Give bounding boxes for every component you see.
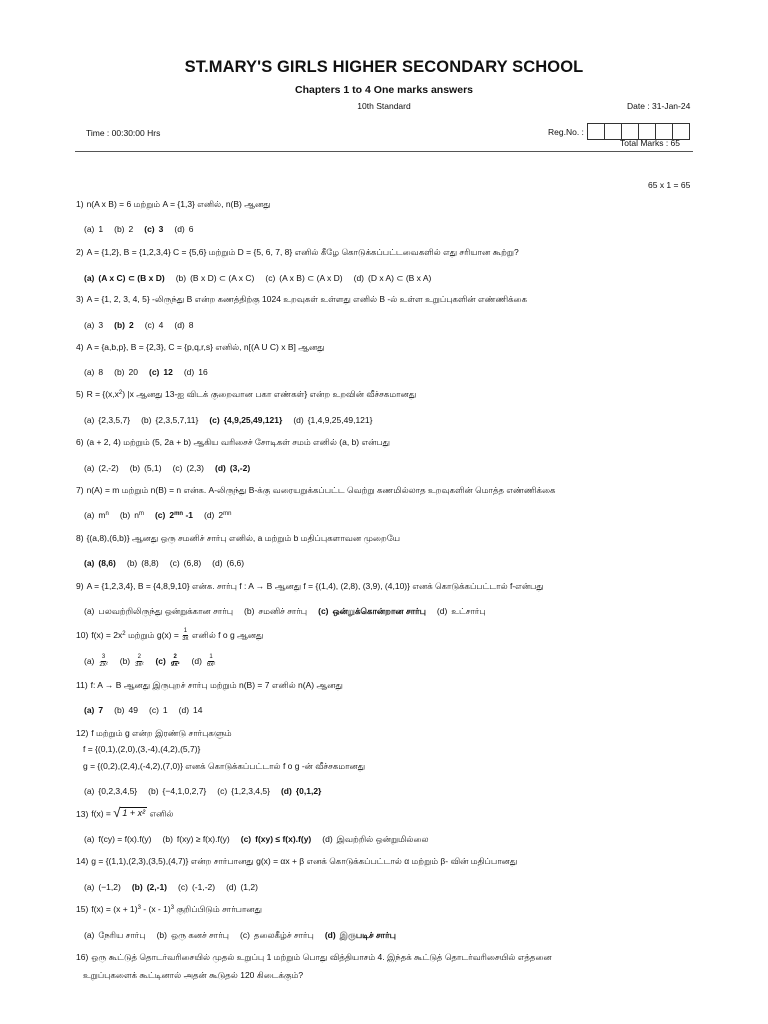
- option-text: {1,4,9,25,49,121}: [307, 415, 373, 425]
- option-text: (3,-2): [229, 463, 251, 473]
- options-11: [84, 705, 214, 715]
- correct-option: [215, 463, 250, 473]
- option-label: (a): [84, 367, 95, 377]
- question-7: [76, 485, 555, 497]
- option-label: (d): [183, 367, 195, 377]
- superscript: 3: [170, 905, 175, 911]
- option-label: (a): [84, 415, 95, 425]
- option: [84, 882, 121, 892]
- option-label: (d): [280, 786, 292, 796]
- question-text: A = {a,b,p}, B = {2,3}, C = {p,q,r,s} எனில், n[(A U C) x B] ஆனது: [86, 342, 325, 352]
- question-text: f மற்றும் g என்ற இரண்டு சார்புகளும்: [91, 728, 232, 738]
- option: [84, 224, 103, 234]
- question-10: [76, 628, 263, 643]
- fraction-denominator: 3x: [182, 636, 189, 642]
- question-text: g = {(1,1),(2,3),(3,5),(4,7)} என்ற சார்பானது g(x) = αx + β எனக் கொடுக்கப்பட்டால் α மற்றும் β- வின் மதிப்பானது: [91, 856, 518, 866]
- options-8: [84, 558, 255, 568]
- option-label: (a): [84, 320, 95, 330]
- question-text: n(A) = m மற்றும் n(B) = n என்க. A-லிருந்து B-க்கு வரையறுக்கப்பட்ட வெற்று கணமில்லாத உறவுகளின் மொத்த எண்ணிக்கை: [86, 485, 556, 495]
- question-text-b: - (x - 1): [140, 904, 171, 914]
- options-13: [84, 834, 440, 846]
- option: [179, 705, 203, 715]
- question-text-b: எனில்: [147, 808, 174, 819]
- question-15: [76, 904, 262, 916]
- fraction-numerator: 3: [101, 654, 106, 660]
- option-text: (8,8): [141, 558, 159, 568]
- fraction-numerator: 2: [137, 654, 141, 660]
- option-suffix: -1: [183, 510, 193, 520]
- option-label: (a): [84, 224, 95, 234]
- option: [127, 558, 159, 568]
- option-text: 20: [128, 367, 138, 377]
- question-11: [76, 680, 343, 692]
- option: [149, 705, 168, 715]
- question-text-a: f(x) = (x + 1): [91, 904, 138, 914]
- question-4: [76, 342, 325, 354]
- question-text: ஒரு கூட்டுத் தொடர்வரிசையில் முதல் உறுப்பு 1 மற்றும் பொது வித்தியாசம் 4. இந்தக் கூட்டுத் தொடர்வரிசையில் எத்தனை: [91, 952, 552, 962]
- question-number: 1): [76, 199, 84, 209]
- option-label: (b): [114, 320, 125, 330]
- option-text: 2: [128, 224, 134, 234]
- option-label: (a): [84, 930, 95, 940]
- options-7: [84, 510, 242, 520]
- option-text: {0,2,3,4,5}: [98, 786, 138, 796]
- question-text: f: A → B ஆனது இருபுறச் சார்பு மற்றும் n(B) = 7 எனில் n(A) ஆனது: [90, 680, 343, 690]
- superscript: 2: [118, 390, 123, 396]
- option-label: (a): [84, 558, 95, 568]
- option-text: (-1,-2): [191, 882, 216, 892]
- fraction: [182, 628, 188, 643]
- fraction-denominator: 9x²: [170, 662, 180, 668]
- question-number: 5): [76, 389, 84, 399]
- option-label: (a): [84, 655, 95, 666]
- radicand: 1 + x²: [122, 808, 146, 818]
- question-2: [76, 247, 519, 259]
- option-exponent: n: [105, 511, 109, 517]
- option-text: 1: [98, 224, 104, 234]
- question-number: 10): [76, 629, 89, 640]
- question-12-line-3: g = {(0,2),(2,4),(-4,2),(7,0)} எனக் கொடுக்கப்பட்டால் f o g -ன் வீச்சகமானது: [83, 761, 366, 771]
- option-text: {2,3,5,7,11}: [155, 415, 199, 425]
- option: [265, 273, 342, 284]
- option-text: பலவற்றிலிருந்து ஒன்றுக்கான சார்பு: [98, 606, 234, 616]
- question-6: [76, 437, 390, 449]
- option-text: (6,8): [183, 558, 202, 568]
- option: [178, 882, 215, 892]
- option: [84, 834, 152, 844]
- option-label: (a): [84, 834, 95, 844]
- option-label: (a): [84, 463, 95, 473]
- fraction-numerator: 1: [209, 654, 213, 660]
- question-text: {(a,8),(6,b)} ஆனது ஒரு சமனிச் சார்பு எனில், a மற்றும் b மதிப்புகளாவன முறையே: [86, 533, 401, 543]
- option-text: {−4,1,0,2,7}: [162, 786, 207, 796]
- fraction: [99, 654, 107, 669]
- option-text: 16: [198, 367, 208, 377]
- correct-option: [144, 224, 163, 234]
- options-9: [84, 606, 497, 618]
- option: [84, 606, 233, 618]
- option-text: 1: [162, 705, 168, 715]
- option-label: (c): [148, 705, 159, 715]
- option-label: (b): [175, 273, 187, 283]
- option-label: (a): [84, 705, 95, 715]
- option: [84, 367, 103, 377]
- question-14: [76, 856, 517, 868]
- option-label: (b): [126, 558, 138, 568]
- correct-option: [114, 320, 134, 330]
- header-divider: [75, 151, 693, 152]
- exam-subtitle: Chapters 1 to 4 One marks answers: [295, 84, 473, 96]
- correct-option: [149, 367, 173, 377]
- total-marks: Total Marks : 65: [620, 138, 680, 148]
- question-text-a: R = {(x,x: [86, 389, 119, 399]
- option-label: (c): [169, 558, 180, 568]
- option-text: {2,3,5,7}: [98, 415, 131, 425]
- question-number: 8): [76, 533, 84, 543]
- option: [84, 320, 103, 330]
- question-12: [76, 728, 232, 740]
- option-text: {4,9,25,49,121}: [223, 415, 283, 425]
- fraction-denominator: 3x²: [135, 662, 144, 668]
- option-exponent: m: [138, 511, 144, 517]
- option-label: (c): [318, 606, 329, 616]
- question-16: [76, 952, 552, 964]
- option: [437, 606, 486, 618]
- question-text-c: எனில் f o g ஆனது: [189, 629, 264, 640]
- option-label: (a): [84, 606, 95, 616]
- option-base: n: [134, 510, 139, 520]
- option-label: (d): [214, 463, 226, 473]
- marks-calculation: 65 x 1 = 65: [648, 180, 691, 190]
- option: [120, 510, 144, 520]
- question-9: [76, 581, 544, 593]
- reg-no-label: Reg.No. :: [548, 126, 584, 137]
- option-label: (c): [217, 786, 228, 796]
- option: [84, 786, 137, 796]
- option: [84, 930, 146, 942]
- question-text-a: f(x) = 2x: [91, 629, 123, 640]
- option-label: (a): [84, 273, 95, 283]
- question-number: 6): [76, 437, 84, 447]
- question-number: 12): [76, 728, 89, 738]
- option-text: 4: [158, 320, 164, 330]
- option: [148, 786, 206, 796]
- option-label: (c): [154, 510, 166, 520]
- superscript: 3: [137, 905, 141, 911]
- option: [114, 367, 138, 377]
- option-label: (c): [148, 367, 160, 377]
- option-label: (b): [114, 367, 125, 377]
- question-number: 2): [76, 247, 84, 257]
- option-label: (b): [129, 463, 141, 473]
- option: [212, 558, 244, 568]
- option-text: 8: [188, 320, 194, 330]
- question-13: [76, 804, 174, 821]
- option-label: (b): [162, 834, 173, 844]
- option: [176, 273, 255, 284]
- option: [163, 834, 230, 844]
- option-text: தலைகீழ்ச் சார்பு: [253, 930, 314, 940]
- option-text: (5,1): [144, 463, 162, 473]
- question-number: 13): [76, 808, 89, 819]
- fraction-denominator: 6x²: [206, 662, 216, 668]
- correct-option: [241, 834, 312, 844]
- fraction-numerator: 1: [183, 628, 188, 634]
- option-text: (A x B) ⊂ (A x D): [279, 273, 343, 283]
- option-label: (c): [178, 882, 188, 892]
- option-label: (c): [240, 834, 252, 844]
- option-label: (d): [293, 415, 304, 425]
- square-root: [113, 804, 147, 820]
- option: [84, 415, 130, 425]
- question-number: 3): [76, 294, 84, 304]
- option-text: 6: [188, 224, 194, 234]
- correct-option: [209, 415, 282, 425]
- option-label: (d): [178, 705, 190, 715]
- question-12-line-2: f = {(0,1),(2,0),(3,-4),(4,2),(5,7)}: [83, 744, 201, 754]
- option-text: இவற்றில் ஒன்றுமில்லை: [336, 834, 429, 844]
- option-text: {1,2,3,4,5}: [231, 786, 270, 796]
- question-number: 7): [76, 485, 84, 495]
- option-text: நேரிய சார்பு: [98, 930, 146, 940]
- option-text: (A x C) ⊂ (B x D): [98, 273, 165, 283]
- correct-option: [155, 510, 193, 520]
- exam-date: Date : 31-Jan-24: [627, 101, 691, 111]
- option-label: (d): [324, 930, 336, 940]
- option: [184, 367, 208, 377]
- options-10: [84, 654, 227, 669]
- option-label: (a): [84, 882, 95, 892]
- options-5: [84, 415, 383, 425]
- option-label: (b): [114, 705, 125, 715]
- correct-option: [84, 273, 165, 284]
- option: [174, 320, 193, 330]
- standard-label: 10th Standard: [357, 101, 411, 111]
- option-label: (b): [119, 510, 131, 520]
- option-label: (b): [131, 882, 143, 892]
- option-label: (b): [156, 930, 167, 940]
- option-label: (c): [144, 320, 155, 330]
- question-3: [76, 294, 527, 306]
- option-text: (2,-2): [98, 463, 119, 473]
- option-label: (d): [353, 273, 364, 283]
- option: [173, 463, 204, 473]
- option-label: (d): [174, 320, 185, 330]
- option-label: (d): [204, 510, 215, 520]
- question-text-b: மற்றும் g(x) =: [125, 629, 182, 640]
- question-text-a: f(x) =: [91, 808, 114, 819]
- school-name: ST.MARY'S GIRLS HIGHER SECONDARY SCHOOL: [184, 58, 584, 76]
- option-label: (d): [226, 882, 237, 892]
- option: [114, 224, 133, 234]
- superscript: 2: [122, 630, 126, 637]
- option-label: (d): [322, 834, 333, 844]
- option-text: 49: [128, 705, 138, 715]
- option-label: (c): [144, 224, 155, 234]
- option-text: 7: [98, 705, 104, 715]
- option-text: f(cy) = f(x).f(y): [98, 834, 152, 844]
- option-label: (d): [174, 224, 185, 234]
- option-label: (c): [265, 273, 276, 283]
- option: [354, 273, 432, 284]
- option: [84, 463, 119, 473]
- option-label: (c): [155, 655, 166, 666]
- option-label: (b): [114, 224, 125, 234]
- correct-option: [155, 654, 180, 669]
- option-text: 2: [128, 320, 134, 330]
- option-text: இருபடிச் சார்பு: [339, 930, 396, 940]
- options-1: [84, 224, 205, 234]
- option-label: (c): [239, 930, 250, 940]
- option-label: (c): [172, 463, 183, 473]
- option-label: (a): [84, 510, 95, 520]
- option: [192, 654, 217, 669]
- option-label: (d): [191, 655, 202, 666]
- option-text: (2,-1): [146, 882, 168, 892]
- option: [240, 930, 314, 942]
- option: [174, 224, 193, 234]
- option-label: (d): [212, 558, 223, 568]
- question-1: [76, 199, 271, 211]
- option-text: (6,6): [226, 558, 245, 568]
- option-text: {0,1,2}: [295, 786, 322, 796]
- fraction: [135, 654, 143, 669]
- option-label: (b): [244, 606, 255, 616]
- option: [114, 705, 138, 715]
- option: [226, 882, 258, 892]
- exam-time: Time : 00:30:00 Hrs: [86, 128, 161, 138]
- question-8: [76, 533, 400, 545]
- option-text: உட்சார்பு: [451, 606, 486, 616]
- options-6: [84, 463, 261, 473]
- option: [84, 510, 109, 520]
- option-base: 2: [169, 510, 175, 520]
- option-label: (d): [436, 606, 448, 616]
- fraction-numerator: 2: [173, 654, 177, 660]
- option-base: 2: [218, 510, 224, 520]
- option-text: ஒரு கனச் சார்பு: [170, 930, 229, 940]
- option-text: f(xy) ≤ f(x).f(y): [255, 834, 312, 844]
- correct-option: [84, 558, 116, 568]
- question-text: A = {1, 2, 3, 4, 5} -லிருந்து B என்ற கணத்திற்கு 1024 உறவுகள் உள்ளது எனில் B -ல் உள்ள உறுப்புகளின் எண்ணிக்கை: [86, 294, 528, 304]
- options-4: [84, 367, 219, 377]
- option: [170, 558, 201, 568]
- correct-option: [84, 705, 103, 715]
- option-text: 14: [193, 705, 203, 715]
- question-text: n(A x B) = 6 மற்றும் A = {1,3} எனில், n(B) ஆனது: [86, 199, 271, 209]
- fraction: [207, 654, 215, 669]
- option-exponent: mn: [174, 511, 184, 517]
- option: [293, 415, 372, 425]
- option-text: (D x A) ⊂ (B x A): [368, 273, 432, 283]
- question-text: A = {1,2,3,4}, B = {4,8,9,10} என்க. சார்பு f : A → B ஆனது f = {(1,4), (2,8), (3,9), (4,10)} எனக் கொடுக்கப்பட்டால் f-என்பது: [86, 581, 544, 591]
- question-number: 15): [76, 904, 89, 914]
- option-text: (−1,2): [98, 882, 121, 892]
- option-label: (b): [141, 415, 152, 425]
- question-number: 16): [76, 952, 89, 962]
- option-text: (1,2): [240, 882, 258, 892]
- option-label: (a): [84, 786, 95, 796]
- option-text: 8: [98, 367, 104, 377]
- option-exponent: mn: [223, 511, 232, 517]
- question-5: [76, 389, 416, 401]
- fraction-denominator: 2x²: [99, 662, 108, 668]
- options-12: [84, 786, 332, 796]
- question-16-line-2: உறுப்புகளைக் கூட்டினால் அதன் கூடுதல் 120 கிடைக்கும்?: [83, 970, 304, 980]
- option: [120, 654, 145, 669]
- option-label: (c): [209, 415, 220, 425]
- option: [244, 606, 307, 618]
- correct-option: [281, 786, 321, 796]
- options-2: [84, 273, 442, 284]
- option: [322, 834, 428, 846]
- option-text: (B x D) ⊂ (A x C): [190, 273, 255, 283]
- question-text: (a + 2, 4) மற்றும் (5, 2a + b) ஆகிய வரிசைச் சோடிகள் சமம் எனில் (a, b) என்பது: [86, 437, 391, 447]
- option-text: (8,6): [98, 558, 116, 568]
- question-text: A = {1,2}, B = {1,2,3,4} C = {5,6} மற்றும் D = {5, 6, 7, 8} எனில் கீழே கொடுக்கப்பட்டவைகளில் எது சரியான கூற்று?: [86, 247, 519, 257]
- options-14: [84, 882, 269, 892]
- question-text-b: ) |x ஆனது 13-ஐ விடக் குறைவான பகா எண்கள்} என்ற உறவின் வீச்சகமானது: [122, 389, 417, 399]
- option-text: 3: [158, 224, 164, 234]
- option: [84, 654, 109, 669]
- option: [145, 320, 164, 330]
- option-text: 3: [98, 320, 104, 330]
- question-number: 11): [76, 680, 88, 690]
- option-text: சமனிச் சார்பு: [258, 606, 308, 616]
- question-number: 14): [76, 856, 89, 866]
- question-number: 4): [76, 342, 84, 352]
- option: [157, 930, 229, 942]
- question-number: 9): [76, 581, 84, 591]
- option-label: (b): [119, 655, 131, 666]
- option-text: 12: [163, 367, 173, 377]
- options-3: [84, 320, 205, 330]
- radical-sign: √: [113, 804, 121, 820]
- option-label: (b): [148, 786, 159, 796]
- option-text: f(xy) ≥ f(x).f(y): [176, 834, 230, 844]
- correct-option: [132, 882, 167, 892]
- option-text: ஒன்றுக்கொன்றான சார்பு: [332, 606, 426, 616]
- option-base: m: [98, 510, 106, 520]
- correct-option: [318, 606, 426, 618]
- option: [130, 463, 162, 473]
- option: [141, 415, 198, 425]
- option: [217, 786, 270, 796]
- option-text: (2,3): [186, 463, 204, 473]
- fraction: [171, 654, 180, 669]
- question-text-c: குறிப்பிடும் சார்பானது: [174, 904, 263, 914]
- correct-option: [325, 930, 396, 942]
- reg-no-box: [587, 123, 605, 140]
- option: [204, 510, 231, 520]
- options-15: [84, 930, 407, 942]
